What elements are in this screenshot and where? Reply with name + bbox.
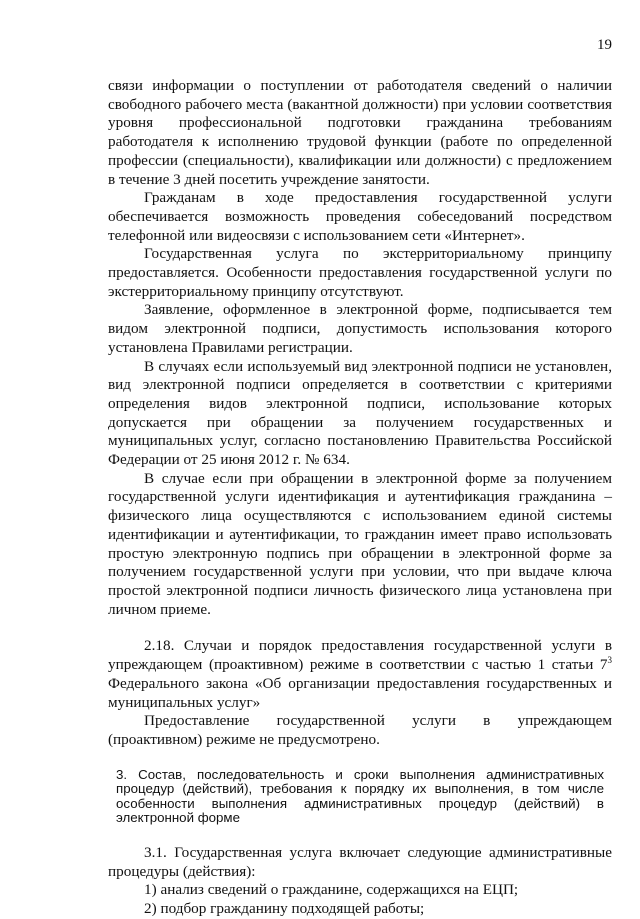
- spacer: [108, 826, 612, 844]
- section-2-18-text: 2.18. Случаи и порядок предоставления государственной услуги в упреждающем (проактивном) режиме в соответствии с частью 1 статьи 7: [108, 637, 612, 674]
- section-3-heading: 3. Состав, последовательность и сроки выполнения административных процедур (действий), требования к порядку их выполнения, в том числе особенности выполнения административных процедур (действий) в электронной форме: [116, 766, 604, 826]
- paragraph-interviews: Гражданам в ходе предоставления государственной услуги обеспечивается возможность проведения собеседований посредством телефонной или видеосвязи с использованием сети «Интернет».: [108, 189, 612, 244]
- section-2-18-text-continued: Федерального закона «Об организации предоставления государственных и муниципальных услуг»: [108, 674, 612, 711]
- spacer: [108, 750, 612, 768]
- paragraph-vacancy-notification: связи информации о поступлении от работодателя сведений о наличии свободного рабочего места (вакантной должности) при условии соответствия уровня профессиональной подготовки гражданина требованиям работодателя к исполнению трудовой функции (работе по определенной профессии (специальности), квалификации или должности) с предложением в течение 3 дней посетить учреждение занятости.: [108, 77, 612, 188]
- paragraph-identification: В случае если при обращении в электронной форме за получением государственной услуги идентификация и аутентификация гражданина – физического лица осуществляются с использованием единой системы идентификации и аутентификации, то гражданин имеет право использовать простую электронную подпись при обращении в электронной форме за получением государственной услуги при условии, что при выдаче ключа простой электронной подписи личность физического лица установлена при личном приеме.: [108, 469, 612, 618]
- document-body: [108, 77, 612, 919]
- spacer: [108, 619, 612, 637]
- page-number: 19: [597, 37, 612, 53]
- list-item-2: 2) подбор гражданину подходящей работы;: [144, 900, 425, 918]
- paragraph-section-2-18: [108, 637, 612, 712]
- paragraph-exterritorial: Государственная услуга по экстерриториальному принципу предоставляется. Особенности предоставления государственной услуги по экстерриториальному принципу отсутствуют.: [108, 245, 612, 300]
- paragraph-signature-type: В случаях если используемый вид электронной подписи не установлен, вид электронной подписи определяется в соответствии с критериями определения видов электронной подписи, использование которых допускается при обращении за получением государственных и муниципальных услуг, согласно постановлению Правительства Российской Федерации от 25 июня 2012 г. № 634.: [108, 357, 612, 469]
- paragraph-electronic-application: Заявление, оформленное в электронной форме, подписывается тем видом электронной подписи, допустимость использования которого установлена Правилами регистрации.: [108, 301, 612, 356]
- paragraph-proactive-not-provided: Предоставление государственной услуги в упреждающем (проактивном) режиме не предусмотрено.: [108, 712, 612, 748]
- list-item-1: 1) анализ сведений о гражданине, содержащихся на ЕЦП;: [144, 881, 519, 899]
- paragraph-section-3-1: 3.1. Государственная услуга включает следующие административные процедуры (действия):: [108, 843, 612, 880]
- superscript-article: 3: [607, 655, 612, 666]
